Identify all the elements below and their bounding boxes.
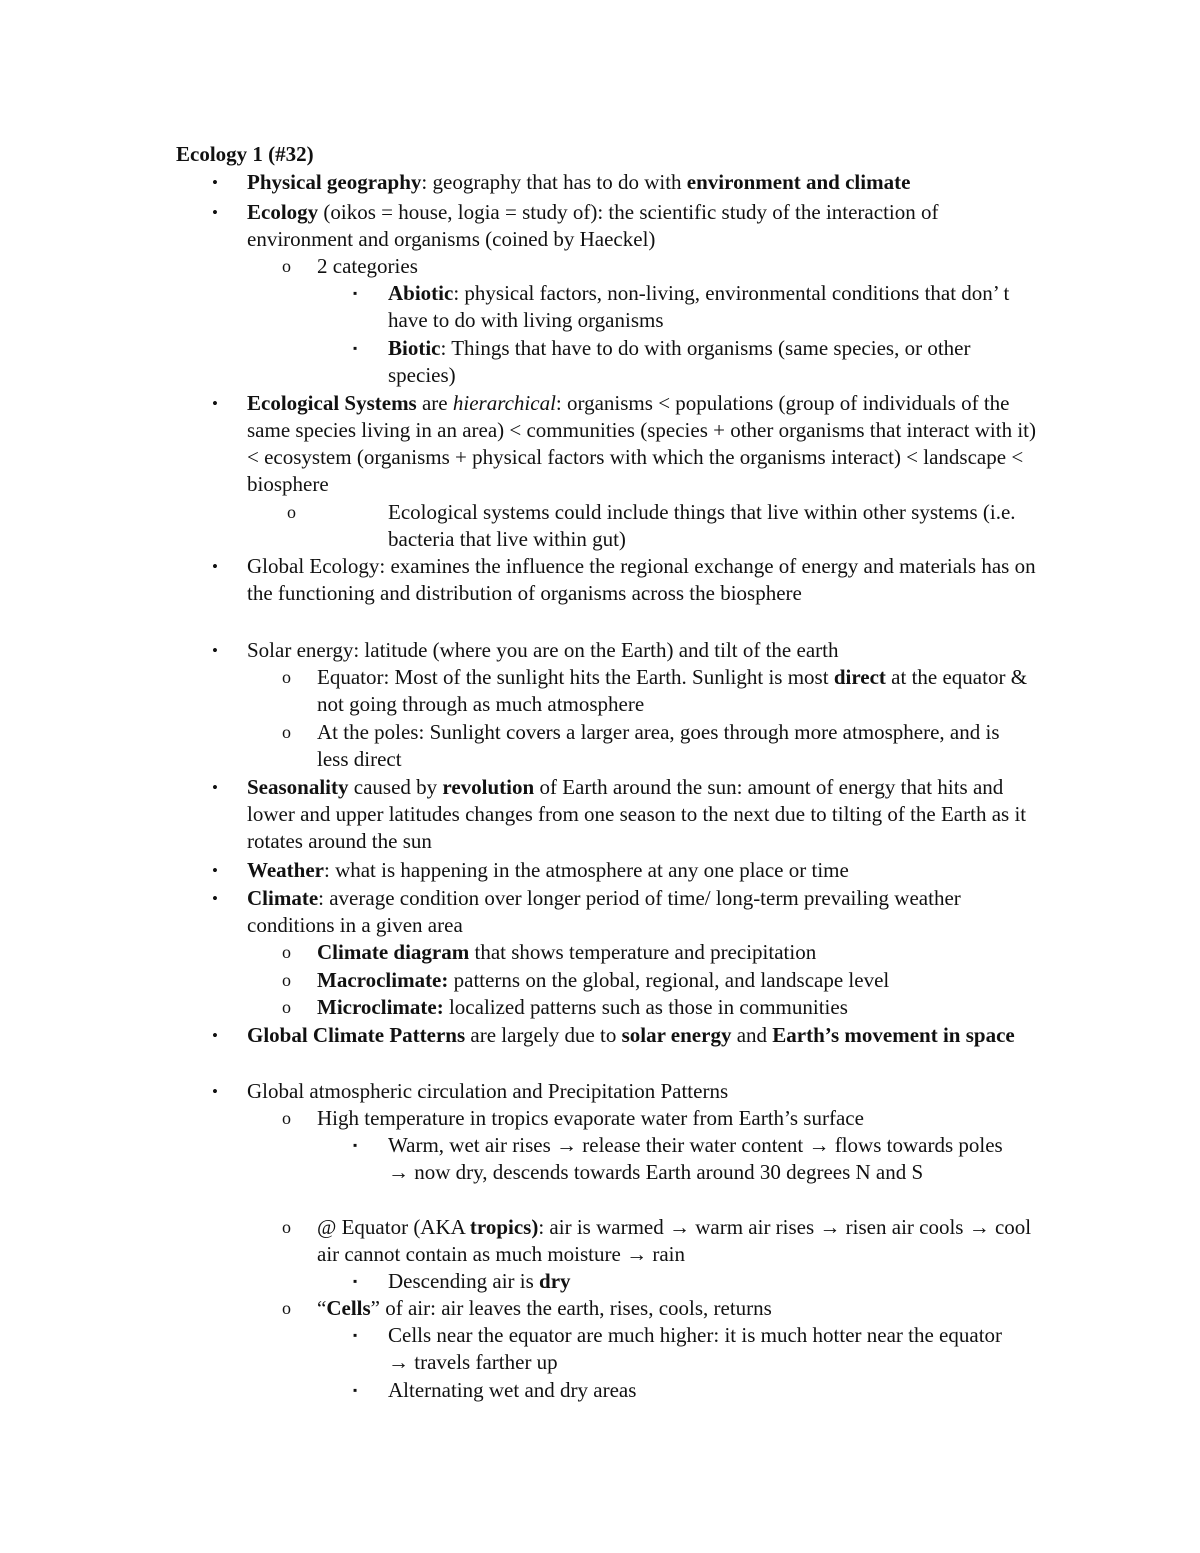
term: Weather (247, 858, 324, 882)
item-text: : physical factors, non-living, environmental conditions that don’ t have to do with living organisms (388, 281, 1010, 332)
term: Earth’s movement in space (772, 1023, 1015, 1047)
circle-marker: o (282, 256, 291, 276)
item-text: that shows temperature and precipitation (469, 940, 817, 964)
emphasis: hierarchical (452, 391, 556, 415)
term: Abiotic (388, 281, 454, 305)
circle-marker: o (282, 942, 291, 962)
bullet-marker: • (212, 557, 218, 576)
item-text: : geography that has to do with (421, 170, 687, 194)
item-text: At the poles: Sunlight covers a larger area, goes through more atmosphere, and is less direct (317, 720, 1000, 771)
item-text: Solar energy: latitude (where you are on the Earth) and tilt of the earth (247, 638, 839, 662)
bullet-marker: • (212, 641, 218, 660)
item-text: : Things that have to do with organisms (same species, or other species) (388, 336, 971, 387)
term: dry (539, 1269, 571, 1293)
list-item-equator-tropics (282, 1214, 1032, 1268)
term: Global Climate Patterns (247, 1023, 466, 1047)
term: tropics) (469, 1215, 539, 1239)
list-item-weather (212, 857, 1037, 884)
item-text: : what is happening in the atmosphere at any one place or time (323, 858, 849, 882)
item-text: Ecological systems could include things that live within other systems (i.e. bacteria that live within gut) (388, 500, 1016, 551)
item-text: Alternating wet and dry areas (388, 1378, 637, 1402)
item-text: at the equator & not going through as much atmosphere (317, 665, 1028, 716)
list-item-climate-diagram (282, 939, 1032, 966)
item-text: : air is warmed → warm air rises → risen air cools → cool air cannot contain as much moisture → rain (317, 1215, 1032, 1266)
list-item-high-temperature (282, 1105, 1032, 1132)
bullet-marker: • (212, 1026, 218, 1045)
list-item-abiotic (353, 280, 1028, 334)
circle-marker: o (282, 1217, 291, 1237)
list-item-descending-air (353, 1268, 1028, 1295)
item-text: Equator: Most of the sunlight hits the Earth. Sunlight is most (317, 665, 834, 689)
term: Cells (326, 1296, 371, 1320)
item-text: are largely due to (465, 1023, 622, 1047)
bullet-marker: • (212, 1082, 218, 1101)
square-marker: ▪ (353, 1383, 358, 1397)
list-item-alternating-areas (353, 1377, 1028, 1404)
item-text: Cells near the equator are much higher: it is much hotter near the equator → travels farther up (388, 1323, 1003, 1374)
term: Macroclimate: (317, 968, 449, 992)
list-item-global-climate-patterns (212, 1022, 1037, 1049)
item-text: “ (317, 1296, 327, 1320)
term: Seasonality (247, 775, 349, 799)
item-text: High temperature in tropics evaporate water from Earth’s surface (317, 1106, 864, 1130)
item-text: Descending air is (388, 1269, 540, 1293)
item-text: localized patterns such as those in communities (443, 995, 848, 1019)
term: revolution (442, 775, 535, 799)
item-text: Global Ecology: examines the influence the regional exchange of energy and materials has on the functioning and distribution of organisms across the biosphere (247, 554, 1036, 605)
bullet-marker: • (212, 889, 218, 908)
list-item-atmospheric-circulation (212, 1078, 1037, 1105)
term: solar energy (621, 1023, 732, 1047)
list-item-biotic (353, 335, 1028, 389)
item-text: and (731, 1023, 773, 1047)
square-marker: ▪ (353, 1138, 358, 1152)
list-item-categories (282, 253, 1032, 280)
term: Microclimate: (317, 995, 444, 1019)
circle-marker: o (282, 1298, 291, 1318)
item-text: caused by (348, 775, 443, 799)
term: direct (833, 665, 886, 689)
square-marker: ▪ (353, 286, 358, 300)
list-item-climate (212, 885, 1037, 939)
list-item-seasonality (212, 774, 1037, 855)
list-item-cells-near-equator (353, 1322, 1028, 1376)
item-text: of Earth around the sun: amount of energy that hits and lower and upper latitudes changes from one season to the next due to tilting of the Earth as it rotates around the sun (247, 775, 1027, 853)
bullet-marker: • (212, 173, 218, 192)
list-item-equator (282, 664, 1032, 718)
term: Biotic (388, 336, 441, 360)
item-text: patterns on the global, regional, and landscape level (448, 968, 890, 992)
square-marker: ▪ (353, 341, 358, 355)
circle-marker: o (282, 997, 291, 1017)
list-item-macroclimate (282, 967, 1032, 994)
page-title: Ecology 1 (#32) (176, 142, 314, 166)
item-text: (oikos = house, logia = study of): the scientific study of the interaction of environment and organisms (coined by Haeckel) (247, 200, 939, 251)
term: Ecological Systems (247, 391, 417, 415)
item-text: : average condition over longer period of time/ long-term prevailing weather conditions in a given area (247, 886, 961, 937)
circle-marker: o (282, 970, 291, 990)
circle-marker: o (287, 502, 296, 522)
list-item-solar-energy (212, 637, 1037, 664)
item-text: 2 categories (317, 254, 418, 278)
list-item-global-ecology (212, 553, 1037, 607)
item-text: Warm, wet air rises → release their water content → flows towards poles → now dry, descends towards Earth around 30 degrees N and S (388, 1133, 1003, 1184)
item-text: : organisms < populations (group of individuals of the same species living in an area) < communities (species + other organisms that interact with it) < ecosystem (organisms + physical factors with which the organisms interact) < landscape < biosphere (247, 391, 1036, 496)
square-marker: ▪ (353, 1274, 358, 1288)
term: environment and climate (686, 170, 911, 194)
item-text: Global atmospheric circulation and Precipitation Patterns (247, 1079, 729, 1103)
list-item-poles (282, 719, 1032, 773)
bullet-marker: • (212, 778, 218, 797)
list-item-ecological-systems-note (287, 499, 1028, 553)
list-item-ecological-systems (212, 390, 1037, 498)
term: Ecology (247, 200, 319, 224)
list-item-warm-wet-air (353, 1132, 1028, 1186)
item-text: ” of air: air leaves the earth, rises, cools, returns (370, 1296, 772, 1320)
list-item-cells-of-air (282, 1295, 1032, 1322)
list-item-physical-geography (212, 169, 1037, 196)
item-text: @ Equator (AKA (317, 1215, 470, 1239)
circle-marker: o (282, 1108, 291, 1128)
term: Climate (247, 886, 319, 910)
list-item-microclimate (282, 994, 1032, 1021)
circle-marker: o (282, 667, 291, 687)
term: Physical geography (247, 170, 422, 194)
bullet-marker: • (212, 394, 218, 413)
square-marker: ▪ (353, 1328, 358, 1342)
circle-marker: o (282, 722, 291, 742)
bullet-marker: • (212, 203, 218, 222)
item-text: are (416, 391, 453, 415)
bullet-marker: • (212, 861, 218, 880)
list-item-ecology (212, 199, 1037, 253)
term: Climate diagram (317, 940, 470, 964)
